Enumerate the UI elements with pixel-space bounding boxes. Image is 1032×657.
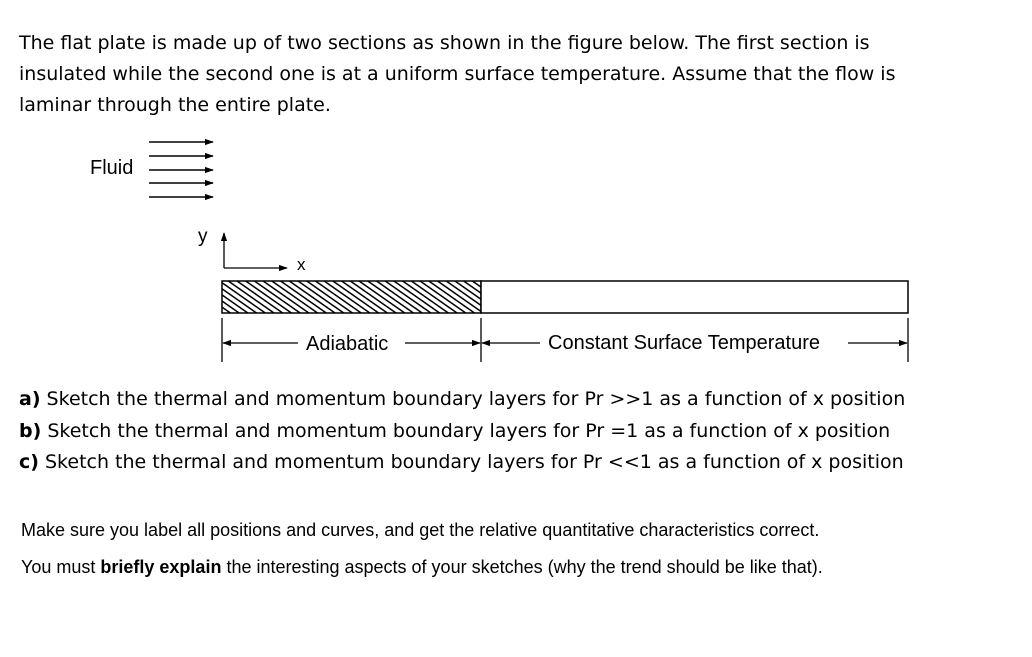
instruction-line-1: Make sure you label all positions and curves, and get the relative quantitative characteristics correct.	[21, 520, 820, 540]
question-a	[19, 384, 1019, 416]
fluid-flow-arrows	[149, 142, 213, 197]
coordinate-axes	[224, 233, 287, 268]
instruction-line-2	[21, 549, 1021, 586]
adiabatic-label: Adiabatic	[306, 333, 389, 355]
question-b-letter: b)	[19, 419, 42, 442]
question-c-letter: c)	[19, 451, 39, 473]
question-list	[19, 384, 1019, 479]
instruction-emphasis: briefly explain	[100, 557, 222, 577]
fluid-label: Fluid	[90, 157, 134, 179]
question-b	[19, 416, 1019, 448]
instruction-line-2-post: the interesting aspects of your sketches (why the trend should be like that).	[221, 557, 823, 577]
question-c-text: Sketch the thermal and momentum boundary layers for Pr <<1 as a function of x position	[38, 451, 904, 473]
question-c	[19, 447, 1019, 479]
instruction-line-2-pre: You must	[21, 557, 101, 577]
question-a-text: Sketch the thermal and momentum boundary layers for Pr >>1 as a function of x position	[40, 388, 906, 410]
x-axis-label: x	[297, 255, 306, 274]
constant-temperature-section	[481, 281, 908, 313]
constant-temperature-label: Constant Surface Temperature	[548, 332, 821, 354]
intro-line-3: laminar through the entire plate.	[19, 94, 331, 116]
intro-line-1: The flat plate is made up of two sections as shown in the figure below. The first section is	[19, 32, 870, 54]
y-axis-label: y	[198, 226, 208, 247]
intro-line-2: insulated while the second one is at a uniform surface temperature. Assume that the flow is	[19, 63, 896, 85]
adiabatic-section	[222, 281, 481, 313]
question-b-text: Sketch the thermal and momentum boundary layers for Pr =1 as a function of x position	[41, 419, 891, 442]
question-a-letter: a)	[19, 388, 41, 410]
instructions	[21, 512, 1021, 586]
